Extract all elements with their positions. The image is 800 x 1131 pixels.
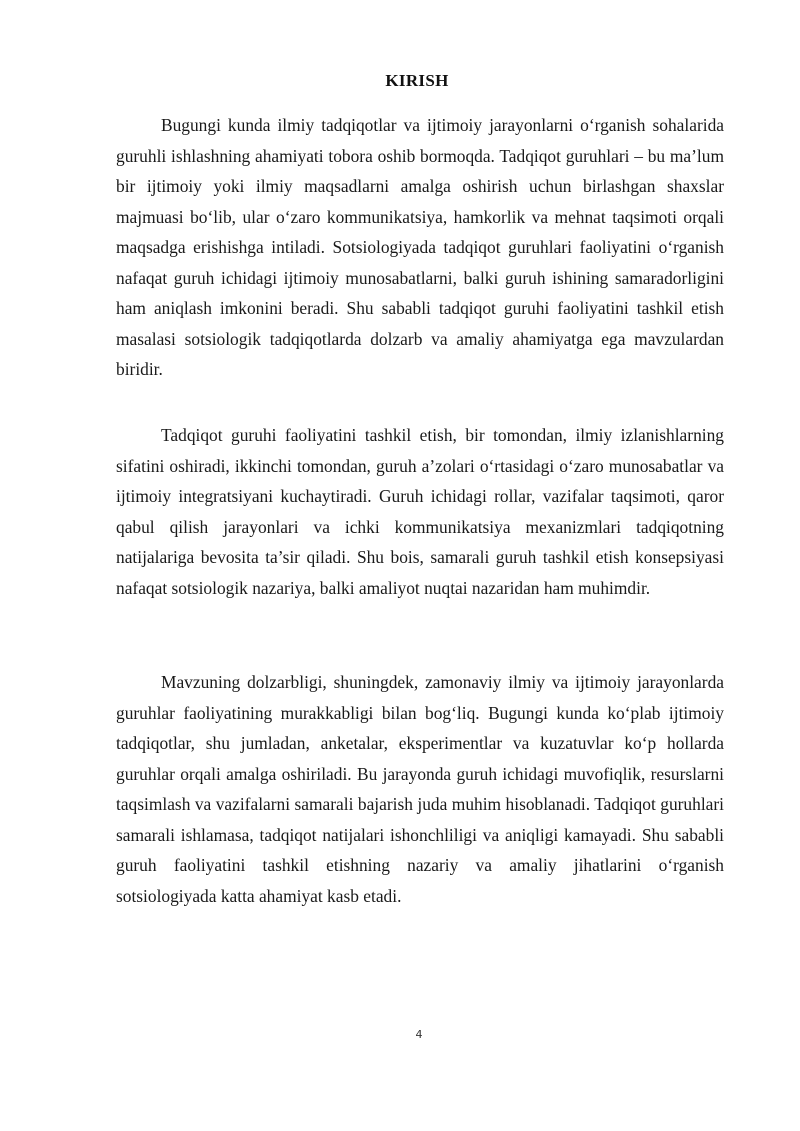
paragraph-2: Tadqiqot guruhi faoliyatini tashkil etish, bir tomondan, ilmiy izlanishlarning sifatini oshiradi, ikkinchi tomondan, guruh a’zolari o‘rtasidagi o‘zaro munosabatlar va ijtimoiy integratsiyani kuchaytiradi. Guruh ichidagi rollar, vazifalar taqsimoti, qaror qabul qilish jarayonlari va ichki kommunikatsiya mexanizmlari tadqiqotning natijalariga bevosita ta’sir qiladi. Shu bois, samarali guruh tashkil etish konsepsiyasi nafaqat sotsiologik nazariya, balki amaliyot nuqtai nazaridan ham muhimdir. (116, 425, 724, 598)
page-number: 4 (415, 1028, 423, 1041)
section-title: KIRISH (385, 71, 449, 90)
paragraph-3: Mavzuning dolzarbligi, shuningdek, zamonaviy ilmiy va ijtimoiy jarayonlarda guruhlar faoliyatining murakkabligi bilan bog‘liq. Bugungi kunda ko‘plab ijtimoiy tadqiqotlar, shu jumladan, anketalar, eksperimentlar va kuzatuvlar ko‘p hollarda guruhlar orqali amalga oshiriladi. Bu jarayonda guruh ichidagi muvofiqlik, resurslarni taqsimlash va vazifalarni samarali bajarish juda muhim hisoblanadi. Tadqiqot guruhlari samarali ishlamasa, tadqiqot natijalari ishonchliligi va aniqligi kamayadi. Shu sababli guruh faoliyatini tashkil etishning nazariy va amaliy jihatlarini o‘rganish sotsiologiyada katta ahamiyat kasb etadi. (116, 672, 724, 906)
paragraph-1: Bugungi kunda ilmiy tadqiqotlar va ijtimoiy jarayonlarni o‘rganish sohalarida guruhli ishlashning ahamiyati tobora oshib bormoqda. Tadqiqot guruhlari – bu ma’lum bir ijtimoiy yoki ilmiy maqsadlarni amalga oshirish uchun birlashgan shaxslar majmuasi bo‘lib, ular o‘zaro kommunikatsiya, hamkorlik va mehnat taqsimoti orqali maqsadga erishishga intiladi. Sotsiologiyada tadqiqot guruhlari faoliyatini o‘rganish nafaqat guruh ichidagi ijtimoiy munosabatlarni, balki guruh ishining samaradorligini ham aniqlash imkonini beradi. Shu sababli tadqiqot guruhi faoliyatini tashkil etish masalasi sotsiologik tadqiqotlarda dolzarb va amaliy ahamiyatga ega mavzulardan biridir. (116, 115, 724, 379)
